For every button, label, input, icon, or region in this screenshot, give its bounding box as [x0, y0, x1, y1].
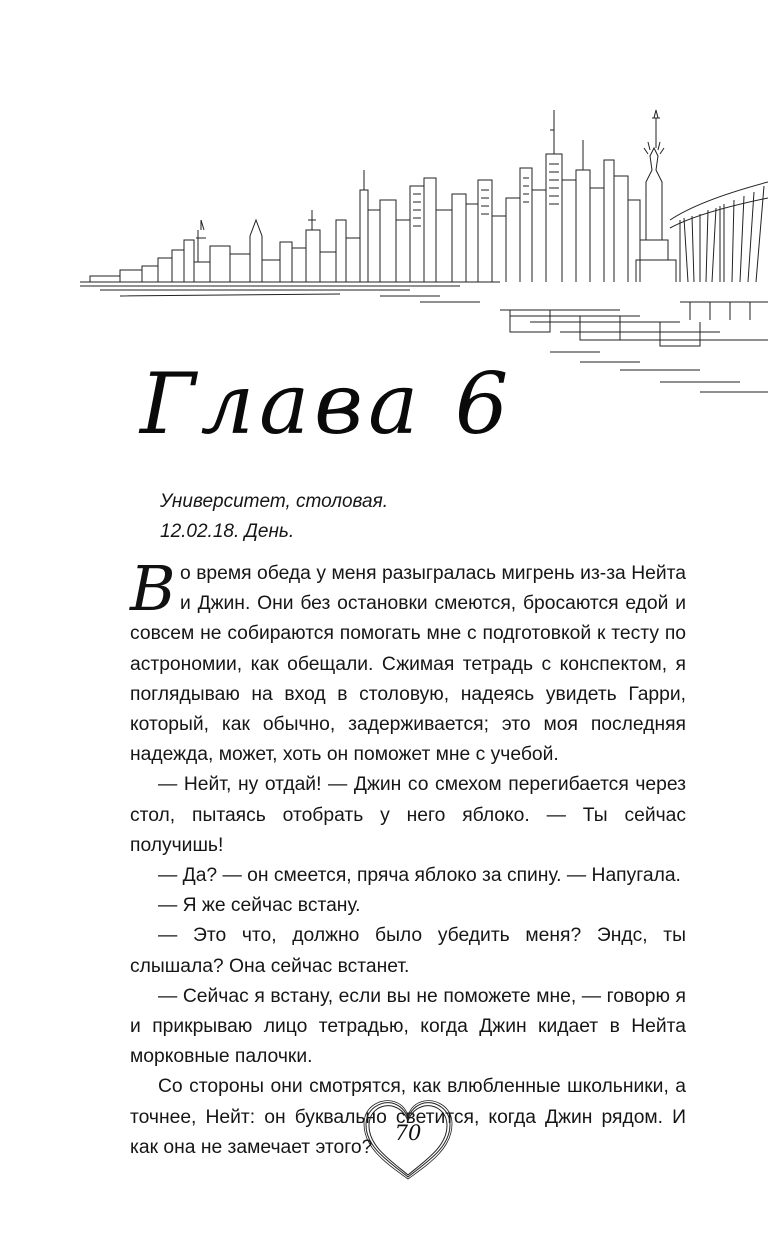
chapter-text	[130, 552, 686, 1163]
page-number	[358, 1097, 458, 1183]
paragraph: — Это что, должно было убедить меня? Эндс, ты слышала? Она сейчас встанет.	[130, 925, 686, 977]
paragraph: — Да? — он смеется, пряча яблоко за спину. — Напугала.	[158, 865, 681, 887]
paragraph-text: о время обеда у меня разыгралась мигрень из-за Нейта и Джин. Они без остановки смеются, бросаются едой и совсем не собираются помогать мне с подготовкой к тесту по астрономии, как обещали. Сжимая тетрадь с конспектом, я поглядываю на вход в столовую, надеясь увидеть Гарри, который, как обычно, задерживается; это моя последняя надежда, может, хоть он поможет мне с учебой.	[130, 563, 686, 766]
page-number-text: 70	[394, 1121, 422, 1145]
scene-setting	[160, 487, 388, 547]
chapter-title: Глава 6	[140, 355, 514, 453]
paragraph	[130, 552, 686, 770]
city-skyline-icon	[80, 70, 768, 400]
drop-cap: В	[130, 552, 176, 625]
scene-date: 12.02.18. День.	[160, 521, 295, 542]
paragraph: Со стороны они смотрятся, как влюбленные школьники, а точнее, Нейт: он буквально светится, когда Джин рядом. И как она не замечает этого?	[130, 1076, 686, 1158]
paragraph: — Нейт, ну отдай! — Джин со смехом перегибается через стол, пытаясь отобрать у него яблоко. — Ты сейчас получишь!	[130, 774, 686, 856]
paragraph: — Я же сейчас встану.	[158, 895, 361, 917]
paragraph: — Сейчас я встану, если вы не поможете мне, — говорю я и прикрываю лицо тетрадью, когда Джин кидает в Нейта морковные палочки.	[130, 985, 686, 1068]
scene-location: Университет, столовая.	[160, 491, 389, 512]
